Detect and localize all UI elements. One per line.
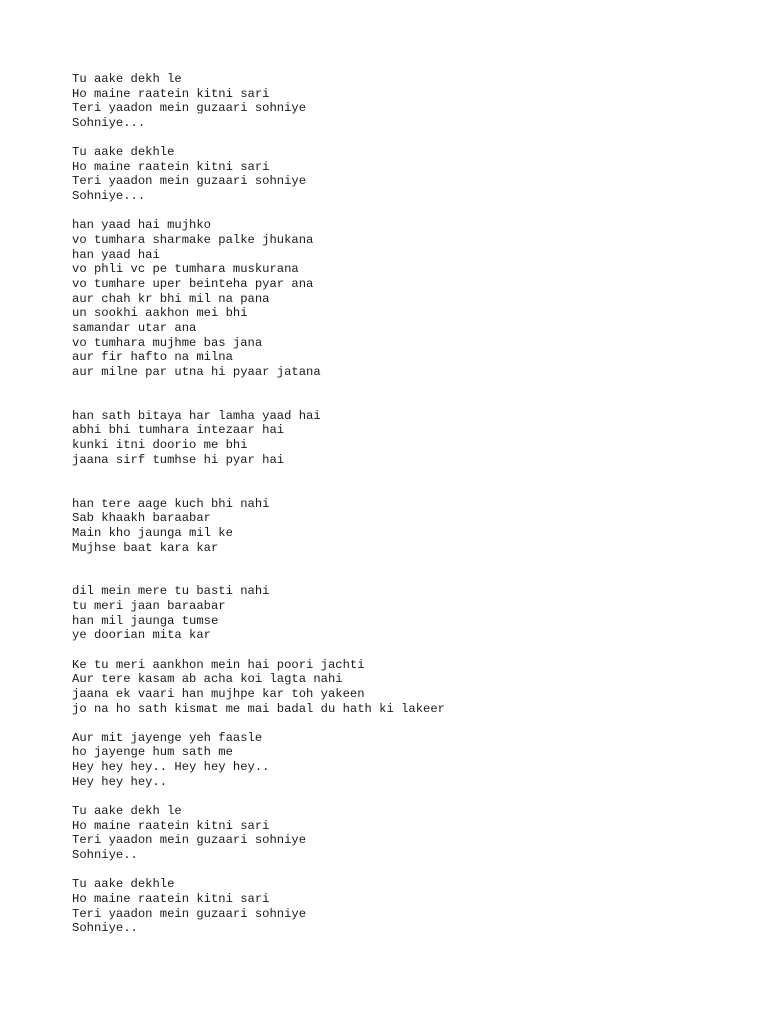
lyric-line: han mil jaunga tumse: [72, 613, 219, 628]
lyric-line: Ho maine raatein kitni sari: [72, 891, 270, 906]
lyric-line: Teri yaadon mein guzaari sohniye: [72, 174, 307, 189]
lyric-line: Teri yaadon mein guzaari sohniye: [72, 906, 307, 921]
blank-line: [72, 716, 752, 731]
lyric-line: han yaad hai: [72, 247, 160, 262]
lyric-line: jaana sirf tumhse hi pyar hai: [72, 452, 285, 467]
lyric-line: un sookhi aakhon mei bhi: [72, 306, 248, 321]
lyric-line: Hey hey hey.. Hey hey hey..: [72, 760, 270, 775]
blank-line: [72, 467, 752, 482]
lyric-line: Tu aake dekh le: [72, 804, 182, 819]
blank-line: [72, 482, 752, 497]
lyric-line: Sab khaakh baraabar: [72, 511, 211, 526]
blank-line: [72, 570, 752, 585]
lyric-line: Ke tu meri aankhon mein hai poori jachti: [72, 657, 365, 672]
blank-line: [72, 863, 752, 878]
lyric-line: Tu aake dekhle: [72, 145, 175, 160]
lyric-line: vo phli vc pe tumhara muskurana: [72, 262, 299, 277]
lyric-line: dil mein mere tu basti nahi: [72, 584, 270, 599]
lyric-line: Hey hey hey..: [72, 774, 168, 789]
lyric-line: han sath bitaya har lamha yaad hai: [72, 408, 321, 423]
lyric-line: Tu aake dekh le: [72, 72, 182, 86]
lyric-line: vo tumhare uper beinteha pyar ana: [72, 276, 314, 291]
lyric-line: Aur tere kasam ab acha koi lagta nahi: [72, 672, 343, 687]
blank-line: [72, 394, 752, 409]
lyric-line: Main kho jaunga mil ke: [72, 525, 233, 540]
lyric-line: abhi bhi tumhara intezaar hai: [72, 423, 285, 438]
blank-line: [72, 204, 752, 219]
lyric-line: Teri yaadon mein guzaari sohniye: [72, 833, 307, 848]
lyric-line: ho jayenge hum sath me: [72, 745, 233, 760]
lyric-line: jo na ho sath kismat me mai badal du hath ki lakeer: [72, 701, 445, 716]
lyric-line: Teri yaadon mein guzaari sohniye: [72, 101, 307, 116]
lyric-line: tu meri jaan baraabar: [72, 599, 226, 614]
lyric-line: Sohniye..: [72, 847, 138, 862]
blank-line: [72, 555, 752, 570]
lyric-line: Mujhse baat kara kar: [72, 540, 219, 555]
lyric-line: Sohniye..: [72, 921, 138, 936]
lyric-line: Sohniye...: [72, 189, 146, 204]
lyrics-text-block: [72, 72, 752, 936]
lyric-line: vo tumhara sharmake palke jhukana: [72, 233, 314, 248]
lyric-line: Sohniye...: [72, 115, 146, 130]
lyric-line: aur milne par utna hi pyaar jatana: [72, 364, 321, 379]
lyric-line: kunki itni doorio me bhi: [72, 438, 248, 453]
lyric-line: samandar utar ana: [72, 320, 197, 335]
lyric-line: han tere aage kuch bhi nahi: [72, 496, 270, 511]
blank-line: [72, 131, 752, 146]
lyric-line: Ho maine raatein kitni sari: [72, 159, 270, 174]
lyric-line: aur chah kr bhi mil na pana: [72, 291, 270, 306]
lyric-line: Tu aake dekhle: [72, 877, 175, 892]
blank-line: [72, 643, 752, 658]
lyric-line: ye doorian mita kar: [72, 628, 211, 643]
blank-line: [72, 379, 752, 394]
lyric-line: Aur mit jayenge yeh faasle: [72, 730, 263, 745]
lyric-line: Ho maine raatein kitni sari: [72, 86, 270, 101]
lyric-line: han yaad hai mujhko: [72, 218, 211, 233]
lyric-line: jaana ek vaari han mujhpe kar toh yakeen: [72, 686, 365, 701]
blank-line: [72, 789, 752, 804]
lyric-line: aur fir hafto na milna: [72, 350, 233, 365]
lyric-line: Ho maine raatein kitni sari: [72, 818, 270, 833]
lyric-line: vo tumhara mujhme bas jana: [72, 335, 263, 350]
